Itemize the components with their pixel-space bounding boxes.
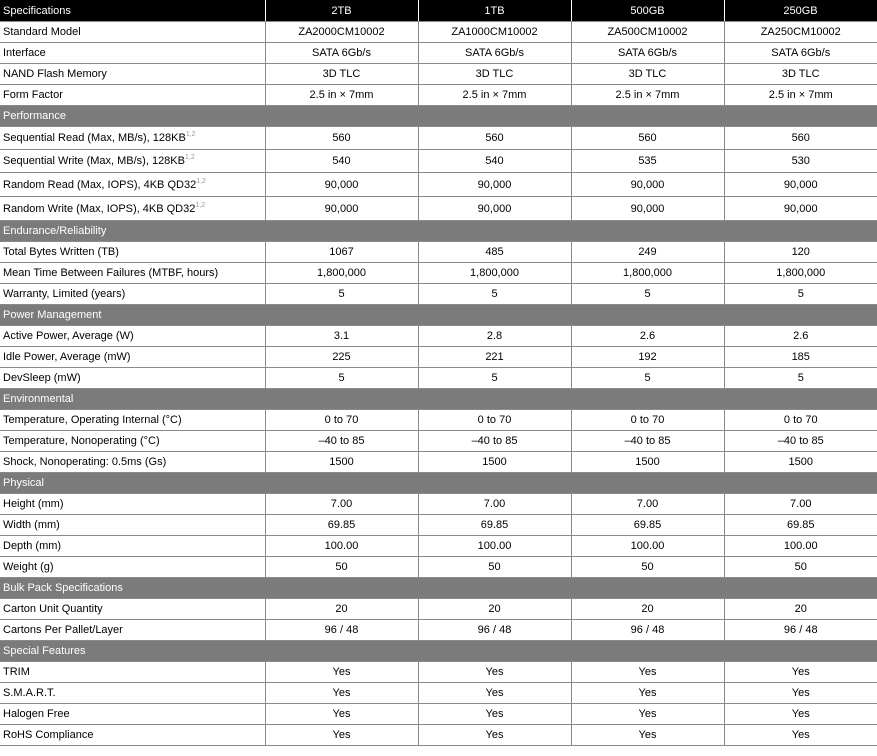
- table-row: [0, 683, 877, 704]
- row-value: ZA2000CM10002: [265, 22, 418, 43]
- row-value: ZA500CM10002: [571, 22, 724, 43]
- row-label: Random Write (Max, IOPS), 4KB QD32: [3, 202, 196, 215]
- row-value: 1,800,000: [724, 263, 877, 284]
- row-label: Random Read (Max, IOPS), 4KB QD32: [3, 178, 197, 191]
- row-label: Cartons Per Pallet/Layer: [0, 620, 265, 641]
- row-value: Yes: [571, 725, 724, 746]
- row-value: 50: [265, 557, 418, 578]
- row-label: Height (mm): [0, 494, 265, 515]
- row-value: SATA 6Gb/s: [265, 43, 418, 64]
- row-value: 69.85: [724, 515, 877, 536]
- row-value: 69.85: [571, 515, 724, 536]
- row-value: 485: [418, 242, 571, 263]
- row-value: 90,000: [724, 197, 877, 221]
- row-value: 100.00: [571, 536, 724, 557]
- table-row: [0, 326, 877, 347]
- row-value: 90,000: [571, 173, 724, 197]
- row-label: TRIM: [0, 662, 265, 683]
- row-value: 20: [265, 599, 418, 620]
- row-value: 5: [418, 284, 571, 305]
- table-row: [0, 263, 877, 284]
- row-value: Yes: [724, 683, 877, 704]
- row-value: 2.6: [724, 326, 877, 347]
- row-value: 249: [571, 242, 724, 263]
- row-value: SATA 6Gb/s: [418, 43, 571, 64]
- row-label: NAND Flash Memory: [0, 64, 265, 85]
- footnote-mark: 1,2: [185, 131, 196, 138]
- row-value: 50: [724, 557, 877, 578]
- row-label: DevSleep (mW): [0, 368, 265, 389]
- row-value: 50: [571, 557, 724, 578]
- header-label: Specifications: [0, 0, 265, 22]
- row-value: 560: [418, 127, 571, 150]
- row-label: Halogen Free: [0, 704, 265, 725]
- row-value: 560: [724, 127, 877, 150]
- table-row: [0, 64, 877, 85]
- row-label: Weight (g): [0, 557, 265, 578]
- row-label: Temperature, Nonoperating (°C): [0, 431, 265, 452]
- row-value: 5: [571, 284, 724, 305]
- row-value: 7.00: [418, 494, 571, 515]
- row-value: Yes: [418, 662, 571, 683]
- row-value: 3.1: [265, 326, 418, 347]
- row-value: 192: [571, 347, 724, 368]
- row-value: 20: [418, 599, 571, 620]
- row-label: Idle Power, Average (mW): [0, 347, 265, 368]
- section-title: Power Management: [0, 305, 877, 326]
- section-header-environmental: [0, 389, 877, 410]
- section-header-power-management: [0, 305, 877, 326]
- row-value: Yes: [724, 725, 877, 746]
- table-row: [0, 452, 877, 473]
- section-title: Environmental: [0, 389, 877, 410]
- row-value: 2.8: [418, 326, 571, 347]
- row-value: –40 to 85: [418, 431, 571, 452]
- row-value: 3D TLC: [418, 64, 571, 85]
- table-row: [0, 410, 877, 431]
- table-row: [0, 662, 877, 683]
- row-value: 0 to 70: [265, 410, 418, 431]
- table-row: [0, 127, 877, 150]
- row-label: Sequential Read (Max, MB/s), 128KB: [3, 132, 186, 144]
- row-value: 7.00: [571, 494, 724, 515]
- row-value: 0 to 70: [571, 410, 724, 431]
- row-value: Yes: [571, 704, 724, 725]
- row-value: 5: [418, 368, 571, 389]
- row-value: 530: [724, 150, 877, 173]
- row-value: 69.85: [418, 515, 571, 536]
- row-value: 90,000: [265, 173, 418, 197]
- row-value: 560: [571, 127, 724, 150]
- section-title: Endurance/Reliability: [0, 221, 877, 242]
- table-row: [0, 197, 877, 221]
- table-row: [0, 284, 877, 305]
- section-header-bulk-pack: [0, 578, 877, 599]
- table-row: [0, 368, 877, 389]
- row-label: Warranty, Limited (years): [0, 284, 265, 305]
- table-row: [0, 599, 877, 620]
- header-capacity-250gb: 250GB: [724, 0, 877, 22]
- row-label: Total Bytes Written (TB): [0, 242, 265, 263]
- row-value: 1,800,000: [265, 263, 418, 284]
- row-value: 7.00: [724, 494, 877, 515]
- section-header-performance: [0, 106, 877, 127]
- row-value: 1500: [265, 452, 418, 473]
- row-value: Yes: [418, 704, 571, 725]
- row-value: 0 to 70: [418, 410, 571, 431]
- table-row: [0, 725, 877, 746]
- row-value: 69.85: [265, 515, 418, 536]
- row-value: 100.00: [418, 536, 571, 557]
- row-value: ZA250CM10002: [724, 22, 877, 43]
- row-label: Temperature, Operating Internal (°C): [0, 410, 265, 431]
- row-value: 96 / 48: [265, 620, 418, 641]
- row-label-cell: [0, 173, 265, 197]
- section-header-endurance: [0, 221, 877, 242]
- row-value: 1067: [265, 242, 418, 263]
- section-header-physical: [0, 473, 877, 494]
- row-value: 2.6: [571, 326, 724, 347]
- row-label-cell: [0, 150, 265, 173]
- row-value: 5: [724, 368, 877, 389]
- row-value: 96 / 48: [571, 620, 724, 641]
- row-value: Yes: [265, 704, 418, 725]
- row-value: ZA1000CM10002: [418, 22, 571, 43]
- row-value: Yes: [571, 662, 724, 683]
- row-label: Interface: [0, 43, 265, 64]
- table-row: [0, 85, 877, 106]
- table-header-row: [0, 0, 877, 22]
- row-value: 560: [265, 127, 418, 150]
- table-row: [0, 431, 877, 452]
- row-value: 90,000: [724, 173, 877, 197]
- row-value: 1,800,000: [571, 263, 724, 284]
- row-label: Form Factor: [0, 85, 265, 106]
- row-value: 90,000: [571, 197, 724, 221]
- row-label: Mean Time Between Failures (MTBF, hours): [0, 263, 265, 284]
- row-value: 540: [265, 150, 418, 173]
- row-value: 90,000: [265, 197, 418, 221]
- row-value: 0 to 70: [724, 410, 877, 431]
- row-value: 5: [571, 368, 724, 389]
- row-value: 1,800,000: [418, 263, 571, 284]
- row-value: –40 to 85: [724, 431, 877, 452]
- row-value: 1500: [418, 452, 571, 473]
- row-value: Yes: [418, 683, 571, 704]
- row-value: 535: [571, 150, 724, 173]
- footnote-mark: 1,2: [195, 201, 206, 209]
- table-row: [0, 704, 877, 725]
- row-value: SATA 6Gb/s: [571, 43, 724, 64]
- row-value: 20: [571, 599, 724, 620]
- row-value: 96 / 48: [418, 620, 571, 641]
- table-row: [0, 515, 877, 536]
- row-value: 120: [724, 242, 877, 263]
- table-row: [0, 347, 877, 368]
- section-header-special-features: [0, 641, 877, 662]
- row-value: 5: [265, 284, 418, 305]
- header-capacity-1tb: 1TB: [418, 0, 571, 22]
- row-value: Yes: [418, 725, 571, 746]
- row-value: 20: [724, 599, 877, 620]
- row-label-cell: [0, 127, 265, 150]
- header-capacity-2tb: 2TB: [265, 0, 418, 22]
- row-value: 2.5 in × 7mm: [571, 85, 724, 106]
- table-row: [0, 150, 877, 173]
- row-value: –40 to 85: [265, 431, 418, 452]
- row-value: 3D TLC: [265, 64, 418, 85]
- row-label: Sequential Write (Max, MB/s), 128KB: [3, 155, 185, 167]
- table-row: [0, 242, 877, 263]
- row-value: 225: [265, 347, 418, 368]
- row-value: 5: [265, 368, 418, 389]
- row-value: 7.00: [265, 494, 418, 515]
- row-value: 3D TLC: [571, 64, 724, 85]
- row-value: 90,000: [418, 197, 571, 221]
- row-label-cell: [0, 197, 265, 221]
- table-row: [0, 620, 877, 641]
- row-value: 3D TLC: [724, 64, 877, 85]
- section-title: Performance: [0, 106, 877, 127]
- row-value: 100.00: [724, 536, 877, 557]
- footnote-mark: 1,2: [184, 154, 195, 161]
- row-label: Depth (mm): [0, 536, 265, 557]
- row-label: Shock, Nonoperating: 0.5ms (Gs): [0, 452, 265, 473]
- row-value: 1500: [724, 452, 877, 473]
- table-row: [0, 494, 877, 515]
- footnote-mark: 1,2: [196, 177, 206, 185]
- table-row: [0, 43, 877, 64]
- row-label: RoHS Compliance: [0, 725, 265, 746]
- table-row: [0, 22, 877, 43]
- row-label: Standard Model: [0, 22, 265, 43]
- section-title: Bulk Pack Specifications: [0, 578, 877, 599]
- table-row: [0, 536, 877, 557]
- row-label: Active Power, Average (W): [0, 326, 265, 347]
- header-capacity-500gb: 500GB: [571, 0, 724, 22]
- row-value: 1500: [571, 452, 724, 473]
- row-value: 90,000: [418, 173, 571, 197]
- section-title: Special Features: [0, 641, 877, 662]
- row-value: 50: [418, 557, 571, 578]
- row-value: Yes: [265, 725, 418, 746]
- row-value: 96 / 48: [724, 620, 877, 641]
- row-value: Yes: [265, 683, 418, 704]
- row-value: –40 to 85: [571, 431, 724, 452]
- row-value: 5: [724, 284, 877, 305]
- row-value: 540: [418, 150, 571, 173]
- row-value: Yes: [724, 704, 877, 725]
- row-value: Yes: [571, 683, 724, 704]
- row-value: 2.5 in × 7mm: [724, 85, 877, 106]
- row-value: 185: [724, 347, 877, 368]
- row-value: Yes: [265, 662, 418, 683]
- row-value: Yes: [724, 662, 877, 683]
- row-value: SATA 6Gb/s: [724, 43, 877, 64]
- row-value: 2.5 in × 7mm: [418, 85, 571, 106]
- section-title: Physical: [0, 473, 877, 494]
- row-label: Width (mm): [0, 515, 265, 536]
- row-label: S.M.A.R.T.: [0, 683, 265, 704]
- row-label: Carton Unit Quantity: [0, 599, 265, 620]
- row-value: 2.5 in × 7mm: [265, 85, 418, 106]
- row-value: 100.00: [265, 536, 418, 557]
- row-value: 221: [418, 347, 571, 368]
- table-row: [0, 557, 877, 578]
- table-row: [0, 173, 877, 197]
